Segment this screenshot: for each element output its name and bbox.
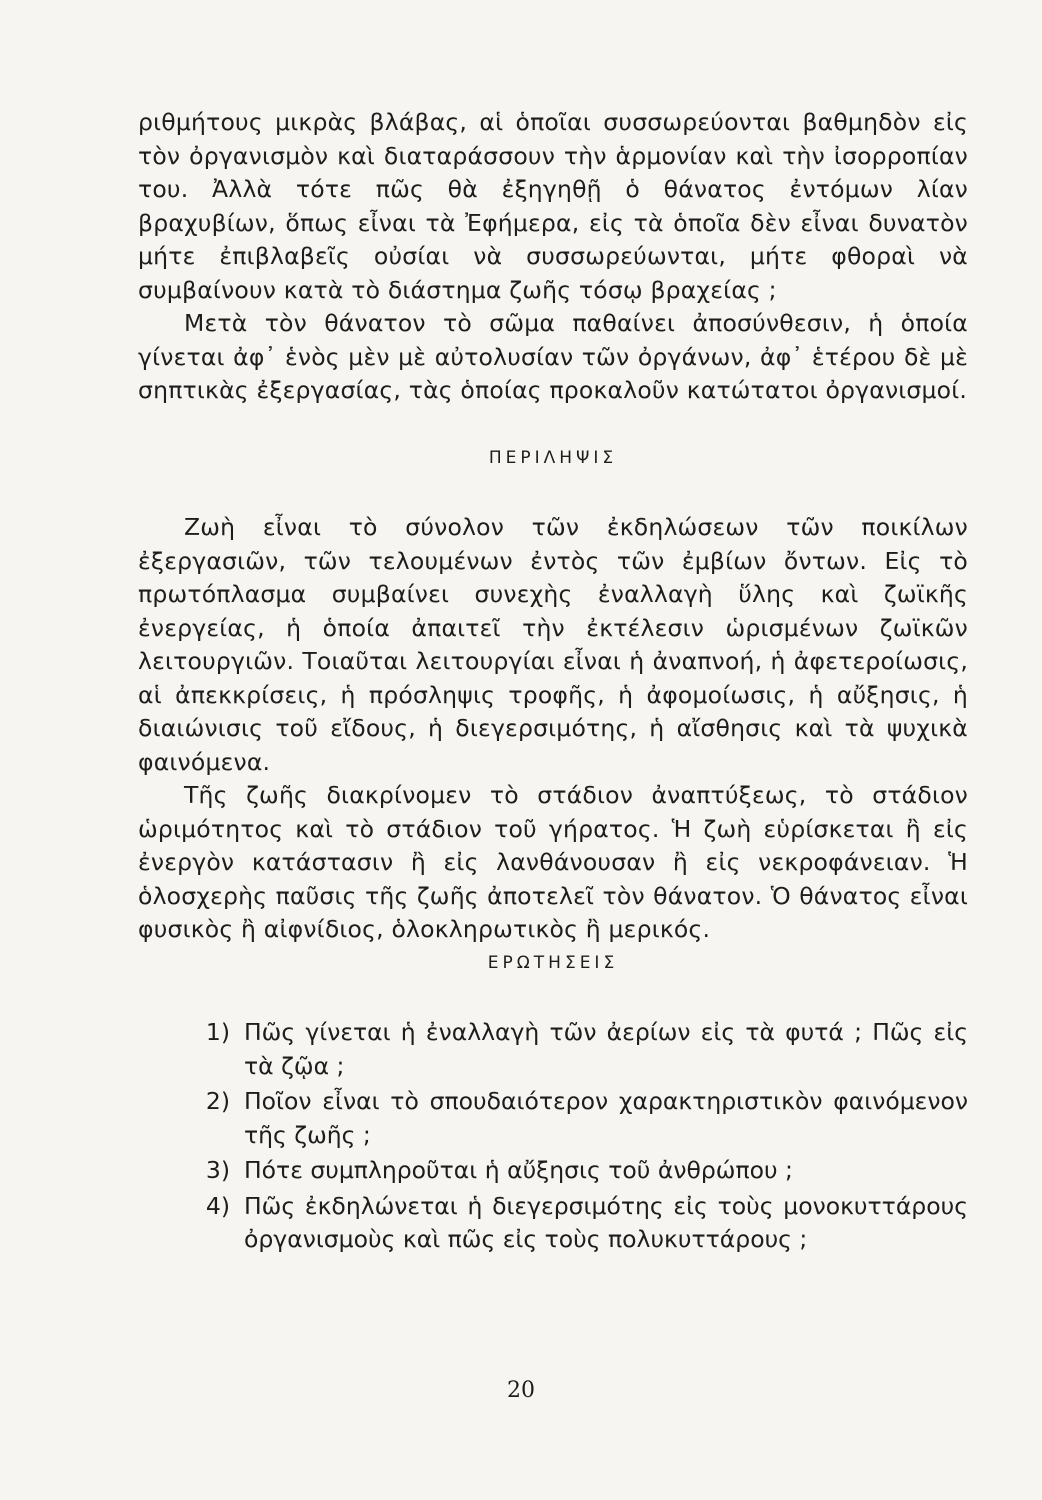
question-number: 4) — [205, 1191, 230, 1220]
question-number: 3) — [205, 1156, 230, 1184]
question-text: Πότε συμπληροῦται ἡ αὔξησις τοῦ ἀνθρώπου ; — [244, 1156, 793, 1184]
body-text-top — [138, 106, 968, 408]
paragraph-decomposition: Μετὰ τὸν θάνατον τὸ σῶμα παθαίνει ἀποσύνθεσιν, ἡ ὁποία γίνεται ἀφ᾽ ἑνὸς μὲν μὲ αὐτολυσίαν τῶν ὀργάνων, ἀφ᾽ ἑτέρου δὲ μὲ σηπτικὰς ἐξεργασίας, τὰς ὁποίας προκαλοῦν κατώτατοι ὀργανισμοί. — [138, 309, 968, 404]
question-text: Πῶς ἐκδηλώνεται ἡ διεγερσιμότης εἰς τοὺς μονοκυττάρους ὀργανισμοὺς καὶ πῶς εἰς τοὺς πολυκυττάρους ; — [244, 1191, 968, 1253]
question-number: 1) — [205, 1018, 230, 1046]
question-text: Ποῖον εἶναι τὸ σπουδαιότερον χαρακτηριστικὸν φαινόμενον τῆς ζωῆς ; — [244, 1087, 968, 1149]
summary-text — [138, 511, 968, 947]
question-item — [138, 1190, 968, 1257]
questions-heading: ΕΡΩΤΗΣΕΙΣ — [487, 953, 619, 973]
paragraph-continuation: ριθμήτους μικρὰς βλάβας, αἱ ὁποῖαι συσσωρεύονται βαθμηδὸν εἰς τὸν ὀργανισμὸν καὶ διαταράσσουν τὴν ἁρμονίαν καὶ τὴν ἰσορροπίαν του. Ἀλλὰ τότε πῶς θὰ ἐξηγηθῇ ὁ θάνατος ἐντόμων λίαν βραχυβίων, ὅπως εἶναι τὰ Ἐφήμερα, εἰς τὰ ὁποῖα δὲν εἶναι δυνατὸν μήτε ἐπιβλαβεῖς οὐσίαι νὰ συσσωρεύωνται, μήτε φθοραὶ νὰ συμβαίνουν κατὰ τὸ διάστημα ζωῆς τόσῳ βραχείας ; — [138, 108, 968, 304]
question-item — [138, 1154, 968, 1188]
question-item — [138, 1016, 968, 1083]
summary-paragraph-2: Τῆς ζωῆς διακρίνομεν τὸ στάδιον ἀναπτύξεως, τὸ στάδιον ὡριμότητος καὶ τὸ στάδιον τοῦ γήρατος. Ἡ ζωὴ εὑρίσκεται ἢ εἰς ἐνεργὸν κατάστασιν ἢ εἰς λανθάνουσαν ἢ εἰς νεκροφάνειαν. Ἡ ὁλοσχερὴς παῦσις τῆς ζωῆς ἀποτελεῖ τὸν θάνατον. Ὁ θάνατος εἶναι φυσικὸς ἢ αἰφνίδιος, ὁλοκληρωτικὸς ἢ μερικός. — [138, 781, 968, 943]
question-item — [138, 1085, 968, 1152]
summary-heading: ΠΕΡΙΛΗΨΙΣ — [488, 448, 618, 468]
page-number: 20 — [507, 1378, 535, 1403]
questions-list — [138, 1016, 968, 1259]
question-text: Πῶς γίνεται ἡ ἐναλλαγὴ τῶν ἀερίων εἰς τὰ φυτά ; Πῶς εἰς τὰ ζῷα ; — [244, 1018, 968, 1080]
question-number: 2) — [205, 1087, 230, 1115]
summary-paragraph-1: Ζωὴ εἶναι τὸ σύνολον τῶν ἐκδηλώσεων τῶν ποικίλων ἐξεργασιῶν, τῶν τελουμένων ἐντὸς τῶν ἐμβίων ὄντων. Εἰς τὸ πρωτόπλασμα συμβαίνει συνεχὴς ἐναλλαγὴ ὕλης καὶ ζωϊκῆς ἐνεργείας, ἡ ὁποία ἀπαιτεῖ τὴν ἐκτέλεσιν ὡρισμένων ζωϊκῶν λειτουργιῶν. Τοιαῦται λειτουργίαι εἶναι ἡ ἀναπνοή, ἡ ἀφετεροίωσις, αἱ ἀπεκκρίσεις, ἡ πρόσληψις τροφῆς, ἡ ἀφομοίωσις, ἡ αὔξησις, ἡ διαιώνισις τοῦ εἴδους, ἡ διεγερσιμότης, ἡ αἴσθησις καὶ τὰ ψυχικὰ φαινόμενα. — [138, 513, 968, 776]
